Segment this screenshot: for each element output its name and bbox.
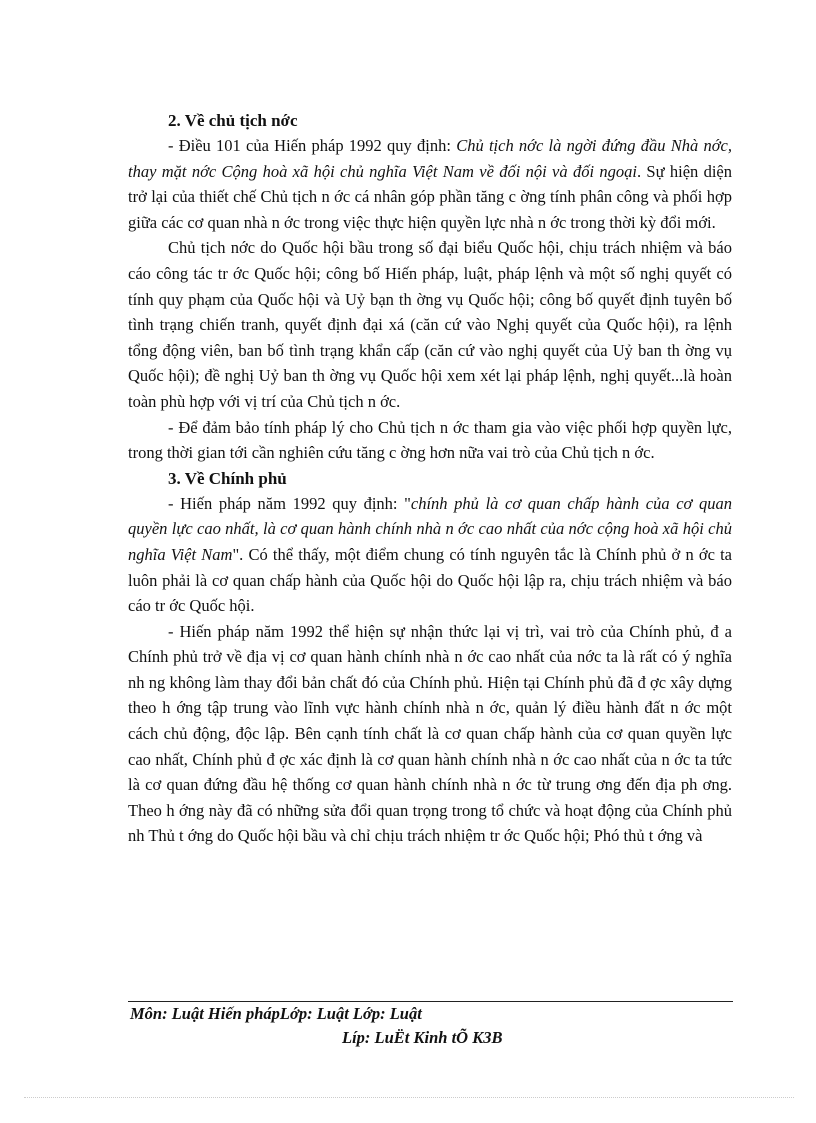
section-2-heading: 2. Về chủ tịch nớc xyxy=(168,111,298,130)
footer-class-line: Líp: LuËt Kinh tÕ K3B xyxy=(342,1028,503,1047)
footer-divider xyxy=(128,1001,733,1002)
section-3-paragraph-1: - Hiến pháp năm 1992 quy định: "chính phủ là cơ quan chấp hành của cơ quan quyền lực cao nhất, là cơ quan hành chính nhà n ớc cao nhất của nớc cộng hoà xã hội chủ nghĩa Việt Nam". Có thể thấy, một điểm chung có tính nguyên tắc là Chính phủ ở n ớc ta luôn phải là cơ quan chấp hành của Quốc hội do Quốc hội lập ra, chịu trách nhiệm và báo cáo tr ớc Quốc hội. xyxy=(128,493,732,616)
section-3-heading: 3. Về Chính phủ xyxy=(168,468,287,488)
quoted-constitution-definition: chính phủ là cơ quan chấp hành của cơ quan quyền lực cao nhất, là cơ quan hành chính nhà n ớc cao nhất của nớc cộng hoà xã hội chủ nghĩa Việt Nam xyxy=(128,493,732,564)
section-2-paragraph-2: Chủ tịch nớc do Quốc hội bầu trong số đại biểu Quốc hội, chịu trách nhiệm và báo cáo công tác tr ớc Quốc hội; công bố Hiến pháp, luật, pháp lệnh và một số nghị quyết có tính quy phạm của Quốc hội và Uỷ bạn th ờng vụ Quốc hội; công bố quyết định tuyên bố tình trạng chiến tranh, quyết định đại xá (căn cứ vào Nghị quyết của Quốc hội), ra lệnh tổng động viên, ban bố tình trạng khẩn cấp (căn cứ vào nghị quyết của Uỷ ban th ờng vụ Quốc hội); đề nghị Uỷ ban th ờng vụ Quốc hội xem xét lại pháp lệnh, nghị quyết...là hoàn toàn phù hợp với vị trí của Chủ tịch n ớc. xyxy=(128,238,732,411)
section-2-paragraph-1: - Điều 101 của Hiến pháp 1992 quy định: Chủ tịch nớc là ngời đứng đầu Nhà nớc, thay mặt nớc Cộng hoà xã hội chủ nghĩa Việt Nam về đối nội và đối ngoại. Sự hiện diện trở lại của thiết chế Chủ tịch n ớc cá nhân góp phần tăng c ờng tính phân công và phối hợp giữa các cơ quan nhà n ớc trong việc thực hiện quyền lực nhà n ớc trong thời kỳ đổi mới. xyxy=(128,136,732,232)
footer-course-line: Môn: Luật Hiến phápLớp: Luật Lớp: Luật xyxy=(130,1004,422,1023)
section-3-paragraph-2: - Hiến pháp năm 1992 thể hiện sự nhận thức lại vị trì, vai trò của Chính phủ, đ a Chính phủ trở về địa vị cơ quan hành chính nhà n ớc cao nhất của nớc ta là rất có ý nghĩa nh ng không làm thay đổi bản chất đó của Chính phủ. Hiện tại Chính phủ đã đ ợc xây dựng theo h ớng tập trung vào lĩnh vực hành chính nhà n ớc, quản lý điều hành đất n ớc một cách chủ động, độc lập. Bên cạnh tính chất là cơ quan chấp hành của cơ quan quyền lực cao nhất, Chính phủ đ ợc xác định là cơ quan hành chính nhà n ớc cao nhất của n ớc ta tức là cơ quan đứng đầu hệ thống cơ quan hành chính nhà n ớc từ trung ơng đến địa ph ơng. Theo h ớng này đã có những sửa đổi quan trọng trong tổ chức và hoạt động của Chính phủ nh Thủ t ớng do Quốc hội bầu và chỉ chịu trách nhiệm tr ớc Quốc hội; Phó thủ t ớng và xyxy=(128,621,732,846)
document-page xyxy=(128,108,732,849)
page-bottom-border xyxy=(24,1097,794,1098)
quoted-article-101: Chủ tịch nớc là ngời đứng đầu Nhà nớc, thay mặt nớc Cộng hoà xã hội chủ nghĩa Việt Nam về đối nội và đối ngoại xyxy=(128,136,732,181)
section-2-paragraph-3: - Để đảm bảo tính pháp lý cho Chủ tịch n ớc tham gia vào việc phối hợp quyền lực, trong thời gian tới cần nghiên cứu tăng c ờng hơn nữa vai trò của Chủ tịch n ớc. xyxy=(128,417,732,463)
